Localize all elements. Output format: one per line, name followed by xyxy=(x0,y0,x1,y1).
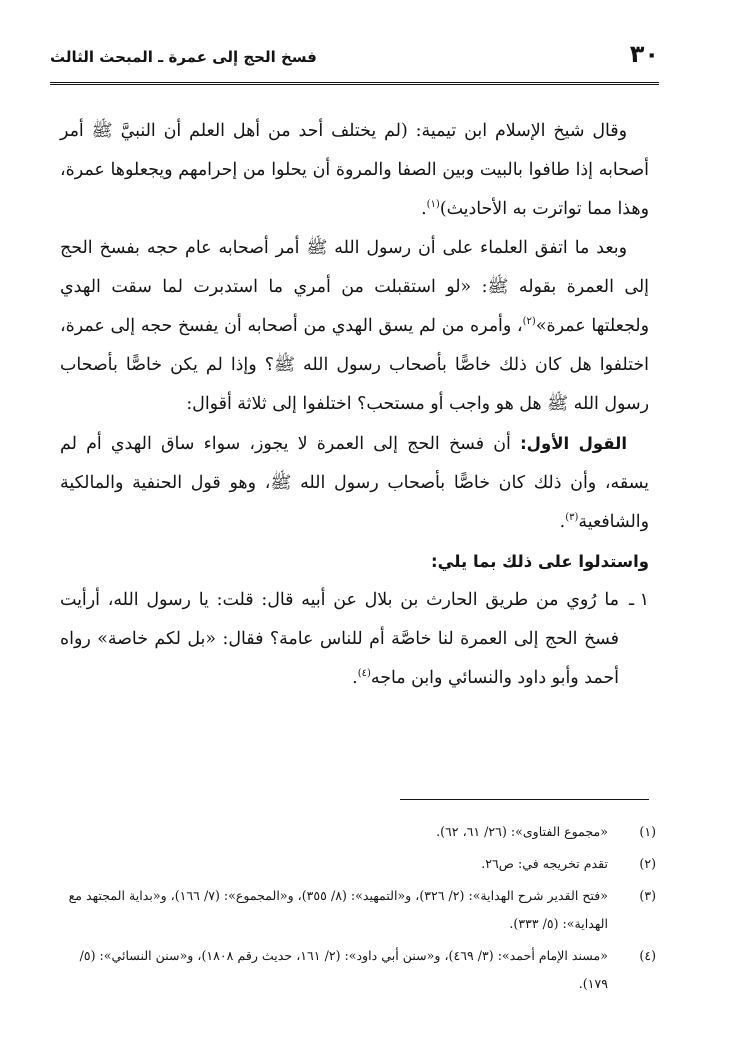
footnote-ref[interactable]: (٣) xyxy=(565,512,579,524)
footnote xyxy=(60,942,656,998)
paragraph-text: أن فسخ الحج إلى العمرة لا يجوز، سواء ساق الهدي أم لم يسقه، وأن ذلك كان خاصًّا بأصحاب رسول الله ﷺ، وهو قول الحنفية والمالكية والشافعية xyxy=(60,434,649,532)
footnote-text: «مجموع الفتاوى»: (٢٦/ ٦١، ٦٢). xyxy=(436,824,608,839)
item-number: ١ ـ xyxy=(629,590,649,610)
footnote xyxy=(60,882,656,938)
footnote-text: «فتح القدير شرح الهداية»: (٢/ ٣٢٦)، و«التمهيد»: (٨/ ٣٥٥)، و«المجموع»: (٧/ ١٦٦)، و«بداية المجتهد مع الهداية»: (٥/ ٣٣٣). xyxy=(68,888,608,931)
footnote xyxy=(60,818,656,846)
footnote-text: «مسند الإمام أحمد»: (٣/ ٤٦٩)، و«سنن أبي داود»: (٢/ ١٦١، حديث رقم ١٨٠٨)، و«سنن النسائي»: (٥/ ١٧٩). xyxy=(79,948,608,991)
evidence-item xyxy=(60,581,649,698)
footnote-number: (١) xyxy=(639,824,656,839)
footnote-ref[interactable]: (٤) xyxy=(357,668,371,680)
footnote-ref[interactable]: (١) xyxy=(426,199,440,211)
main-text xyxy=(60,112,649,698)
footnote-separator xyxy=(400,799,649,800)
page-number: ٣٠ xyxy=(629,40,659,68)
paragraph-ibn-taymiyya xyxy=(60,112,649,229)
paragraph-first-opinion xyxy=(60,424,649,542)
paragraph-text: وقال شيخ الإسلام ابن تيمية: (لم يختلف أحد من أهل العلم أن النبيَّ ﷺ أمر أصحابه إذا طافوا بالبيت وبين الصفا والمروة أن يحلوا من إحرامهم ويجعلوها عمرة، وهذا مما تواترت به الأحاديث) xyxy=(60,121,649,219)
paragraph-end: . xyxy=(559,512,566,532)
paragraph-text: ، وأمره من لم يسق الهدي من أصحابه أن يفسخ حجه إلى عمرة، اختلفوا هل كان ذلك خاصًّا بأصحاب رسول الله ﷺ؟ وإذا لم يكن خاصًّا بأصحاب رسول الله ﷺ هل هو واجب أو مستحب؟ اختلفوا إلى ثلاثة أقوال: xyxy=(60,316,649,414)
paragraph-text: وبعد ما اتفق العلماء على أن رسول الله ﷺ أمر أصحابه عام حجه بفسخ الحج إلى العمرة بقوله ﷺ: «لو استقبلت من أمري ما استدبرت لما سقت الهدي ولجعلتها عمرة» xyxy=(60,238,649,336)
footnote-number: (٣) xyxy=(639,888,656,903)
paragraph-end: . xyxy=(421,199,427,219)
page-header xyxy=(50,40,659,80)
footnote-text: تقدم تخريجه في: ص٢٦. xyxy=(481,856,608,871)
running-title: فسخ الحج إلى عمرة ـ المبحث الثالث xyxy=(50,48,317,66)
evidence-subheading: واستدلوا على ذلك بما يلي: xyxy=(431,552,649,571)
footnotes xyxy=(60,818,656,1002)
footnote xyxy=(60,850,656,878)
paragraph-disagreement xyxy=(60,229,649,424)
first-opinion-label: القول الأول: xyxy=(520,434,628,453)
header-rule xyxy=(50,82,659,85)
item-text: ما رُوي من طريق الحارث بن بلال عن أبيه قال: قلت: يا رسول الله، أرأيت فسخ الحج إلى العمرة لنا خاصَّة أم للناس عامة؟ فقال: «بل لكم خاصة» رواه أحمد وأبو داود والنسائي وابن ماجه xyxy=(60,590,619,688)
item-end: . xyxy=(352,668,358,688)
footnote-number: (٢) xyxy=(639,856,656,871)
footnote-ref[interactable]: (٢) xyxy=(522,316,536,328)
footnote-number: (٤) xyxy=(639,948,656,963)
